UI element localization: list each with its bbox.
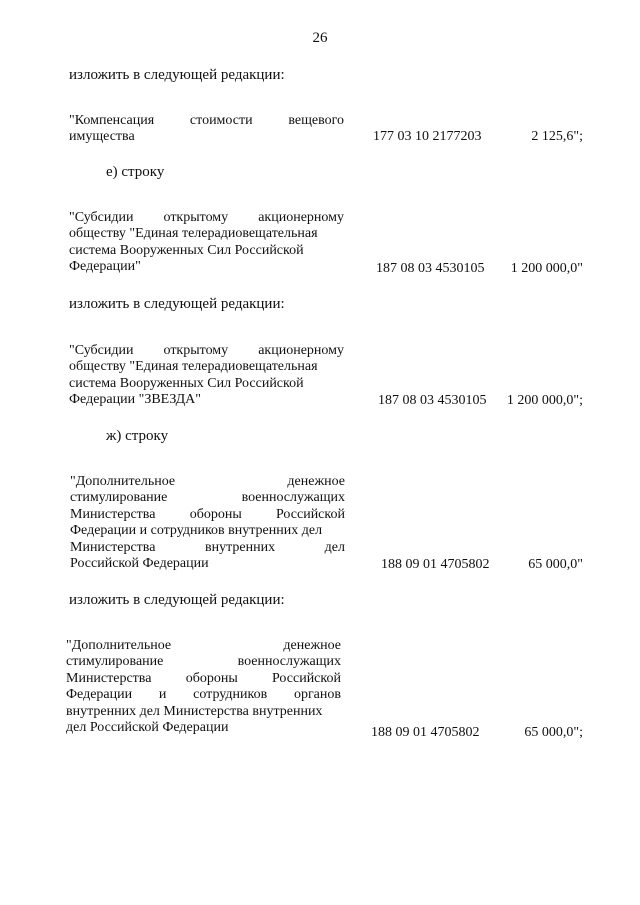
budget-amount: 65 000,0"; [524, 725, 583, 740]
text-line: Министерства внутренних дел [70, 539, 345, 555]
instruction-paragraph: изложить в следующей редакции: [69, 296, 285, 312]
instruction-paragraph: ж) строку [106, 428, 169, 444]
budget-line-description [69, 210, 344, 276]
instruction-paragraph: изложить в следующей редакции: [69, 67, 285, 83]
text-line: Федерации "ЗВЕЗДА" [69, 392, 201, 408]
budget-code: 187 08 03 4530105 [376, 261, 485, 276]
budget-amount: 65 000,0" [528, 557, 583, 572]
text-line: "Компенсация стоимости вещевого [69, 113, 344, 128]
instruction-paragraph: изложить в следующей редакции: [69, 592, 285, 608]
text-line: "Субсидии открытому акционерному [69, 343, 344, 358]
text-line: Федерации" [69, 259, 141, 275]
budget-line-description [69, 113, 344, 146]
text-line: Российской Федерации [70, 556, 209, 572]
text-line: обществу "Единая телерадиовещательная [69, 359, 318, 375]
budget-amount: 1 200 000,0" [510, 261, 583, 276]
text-line: "Субсидии открытому акционерному [69, 210, 344, 225]
budget-code: 177 03 10 2177203 [373, 129, 482, 144]
budget-code: 188 09 01 4705802 [371, 725, 480, 740]
budget-code: 188 09 01 4705802 [381, 557, 490, 572]
text-line: система Вооруженных Сил Российской [69, 375, 304, 391]
text-line: Министерства обороны Российской [70, 506, 345, 522]
page-number: 26 [312, 30, 328, 46]
text-line: имущества [69, 129, 135, 145]
text-line: Федерации и сотрудников внутренних дел [70, 523, 323, 539]
budget-line-description [70, 474, 345, 572]
text-line: "Дополнительное денежное [66, 638, 341, 653]
budget-amount: 1 200 000,0"; [506, 393, 583, 408]
text-line: обществу "Единая телерадиовещательная [69, 226, 318, 242]
text-line: Федерации и сотрудников органов [66, 687, 341, 703]
text-line: стимулирование военнослужащих [70, 490, 345, 506]
text-line: дел Российской Федерации [66, 720, 229, 736]
budget-amount: 2 125,6"; [531, 129, 583, 144]
text-line: стимулирование военнослужащих [66, 654, 341, 670]
text-line: внутренних дел Министерства внутренних [66, 703, 323, 719]
text-line: система Вооруженных Сил Российской [69, 242, 304, 258]
budget-code: 187 08 03 4530105 [378, 393, 487, 408]
instruction-paragraph: е) строку [106, 164, 165, 180]
text-line: "Дополнительное денежное [70, 474, 345, 489]
budget-line-description [66, 638, 341, 736]
budget-line-description [69, 343, 344, 409]
text-line: Министерства обороны Российской [66, 670, 341, 686]
